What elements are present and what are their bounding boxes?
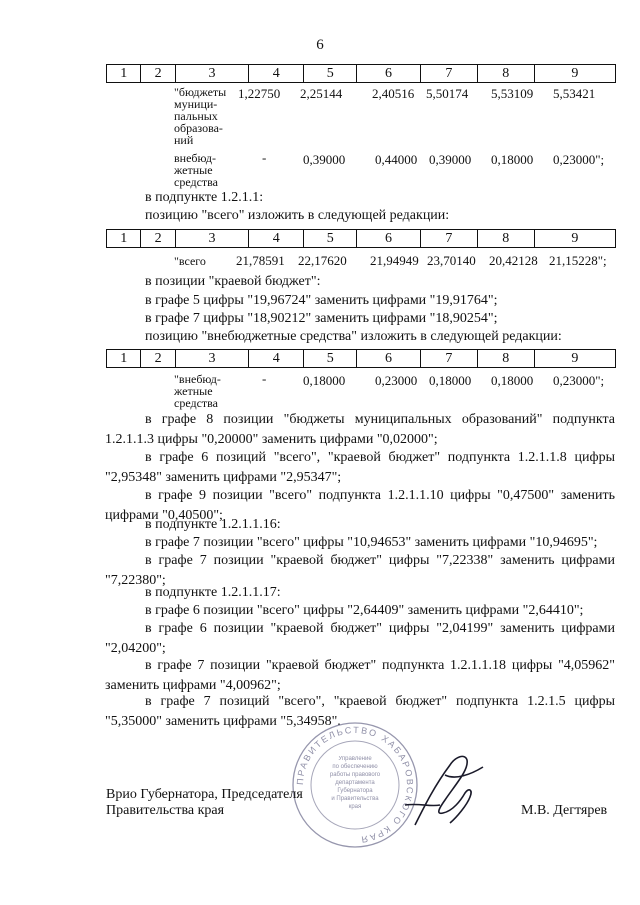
stamp-line: края <box>348 804 362 810</box>
col-3: 3 <box>175 350 249 368</box>
paragraph: в графе 7 позиции "краевой бюджет" цифры "7,22338" заменить цифрами "7,22380"; <box>105 553 615 588</box>
cell-value: 0,23000"; <box>553 373 605 388</box>
handwritten-signature <box>395 745 495 840</box>
cell-value: 0,18000 <box>491 152 534 167</box>
col-1: 1 <box>107 350 141 368</box>
col-5: 5 <box>304 65 357 83</box>
col-9: 9 <box>534 230 615 248</box>
stamp-line: и Правительства <box>331 796 379 802</box>
column-header-row <box>106 349 616 368</box>
instruction-text: в подпункте 1.2.1.1: <box>145 190 264 205</box>
paragraph: в подпункте 1.2.1.1.17: <box>145 585 281 600</box>
cell-value: 0,23000"; <box>553 152 605 167</box>
col-2: 2 <box>141 350 175 368</box>
instruction-text: в позиции "краевой бюджет": <box>145 274 321 289</box>
col-8: 8 <box>477 230 534 248</box>
cell-value: 2,25144 <box>300 86 343 101</box>
stamp-line: Губернатора <box>337 788 373 794</box>
instruction-text: позицию "всего" изложить в следующей редакции: <box>145 208 450 223</box>
col-9: 9 <box>534 350 615 368</box>
paragraph: в графе 6 позиции "всего" цифры "2,64409" заменить цифрами "2,64410"; <box>145 603 584 618</box>
col-2: 2 <box>141 65 175 83</box>
col-5: 5 <box>304 230 357 248</box>
cell-value: 0,18000 <box>491 373 534 388</box>
paragraph: в графе 7 позиции "краевой бюджет" подпункта 1.2.1.1.18 цифры "4,05962" заменить цифрами "4,00962"; <box>105 658 615 693</box>
paragraph: в графе 7 позиций "всего", "краевой бюджет" подпункта 1.2.1.5 цифры "5,35000" заменить цифрами "5,34958". <box>105 694 615 729</box>
cell-value: 23,70140 <box>427 253 476 268</box>
col-6: 6 <box>357 230 421 248</box>
col-3: 3 <box>175 230 249 248</box>
cell-value: - <box>262 371 267 386</box>
paragraph: в графе 9 позиции "всего" подпункта 1.2.1.1.10 цифры "0,47500" заменить цифрами "0,40500"; <box>105 488 615 523</box>
row-label-extrabudget: внебюд- жетные средства <box>174 151 219 189</box>
col-8: 8 <box>477 65 534 83</box>
cell-value: 0,23000 <box>375 373 418 388</box>
stamp-line: департамента <box>335 780 375 786</box>
stamp-line: работы правового <box>329 772 381 778</box>
cell-value: 2,40516 <box>372 86 415 101</box>
col-9: 9 <box>534 65 615 83</box>
cell-value: 0,18000 <box>303 373 346 388</box>
column-header-row <box>106 64 616 83</box>
col-8: 8 <box>477 350 534 368</box>
paragraph: в подпункте 1.2.1.1.16: <box>145 517 281 532</box>
stamp-ring-text: ПРАВИТЕЛЬСТВО ХАБАРОВСКОГО КРАЯ <box>294 724 416 845</box>
cell-value: 0,39000 <box>303 152 346 167</box>
cell-value: 21,78591 <box>236 253 285 268</box>
paragraph: в графе 8 позиции "бюджеты муниципальных образований" подпункта 1.2.1.1.3 цифры "0,20000" заменить цифрами "0,02000"; <box>105 412 615 447</box>
cell-value: 0,39000 <box>429 152 472 167</box>
col-3: 3 <box>175 65 249 83</box>
instruction-text: в графе 5 цифры "19,96724" заменить цифрами "19,91764"; <box>145 293 498 308</box>
stamp-line: по обеспечению <box>332 764 378 770</box>
cell-value: 21,94949 <box>370 253 419 268</box>
signatory-name: М.В. Дегтярев <box>521 803 608 818</box>
col-7: 7 <box>420 350 477 368</box>
signatory-title-line1: Врио Губернатора, Председателя <box>106 787 303 802</box>
col-4: 4 <box>249 350 304 368</box>
col-1: 1 <box>107 65 141 83</box>
col-7: 7 <box>420 65 477 83</box>
row-label-total: "всего <box>174 254 206 268</box>
column-header-row <box>106 229 616 248</box>
cell-value: 5,50174 <box>426 86 469 101</box>
col-4: 4 <box>249 230 304 248</box>
cell-value: 0,18000 <box>429 373 472 388</box>
cell-value: 5,53109 <box>491 86 534 101</box>
col-4: 4 <box>249 65 304 83</box>
col-6: 6 <box>357 350 421 368</box>
paragraph: в графе 6 позиции "краевой бюджет" цифры "2,04199" заменить цифрами "2,04200"; <box>105 621 615 656</box>
cell-value: - <box>262 150 267 165</box>
signatory-title-line2: Правительства края <box>106 803 225 818</box>
col-6: 6 <box>357 65 421 83</box>
row-label-extrabudget: "внебюд- жетные средства <box>174 372 221 410</box>
cell-value: 21,15228"; <box>549 253 607 268</box>
instruction-text: позицию "внебюджетные средства" изложить в следующей редакции: <box>145 329 562 344</box>
instruction-text: в графе 7 цифры "18,90212" заменить цифрами "18,90254"; <box>145 311 498 326</box>
cell-value: 5,53421 <box>553 86 596 101</box>
cell-value: 20,42128 <box>489 253 538 268</box>
cell-value: 22,17620 <box>298 253 347 268</box>
stamp-line: Управление <box>338 756 372 762</box>
col-1: 1 <box>107 230 141 248</box>
cell-value: 0,44000 <box>375 152 418 167</box>
col-7: 7 <box>420 230 477 248</box>
row-label-municipal: "бюджеты муници- пальных образова- ний <box>174 85 227 147</box>
col-2: 2 <box>141 230 175 248</box>
paragraph: в графе 6 позиций "всего", "краевой бюджет" подпункта 1.2.1.1.8 цифры "2,95348" заменить цифрами "2,95347"; <box>105 450 615 485</box>
paragraph: в графе 7 позиции "всего" цифры "10,94653" заменить цифрами "10,94695"; <box>145 535 598 550</box>
cell-value: 1,22750 <box>238 86 281 101</box>
page-number: 6 <box>316 37 324 53</box>
col-5: 5 <box>304 350 357 368</box>
